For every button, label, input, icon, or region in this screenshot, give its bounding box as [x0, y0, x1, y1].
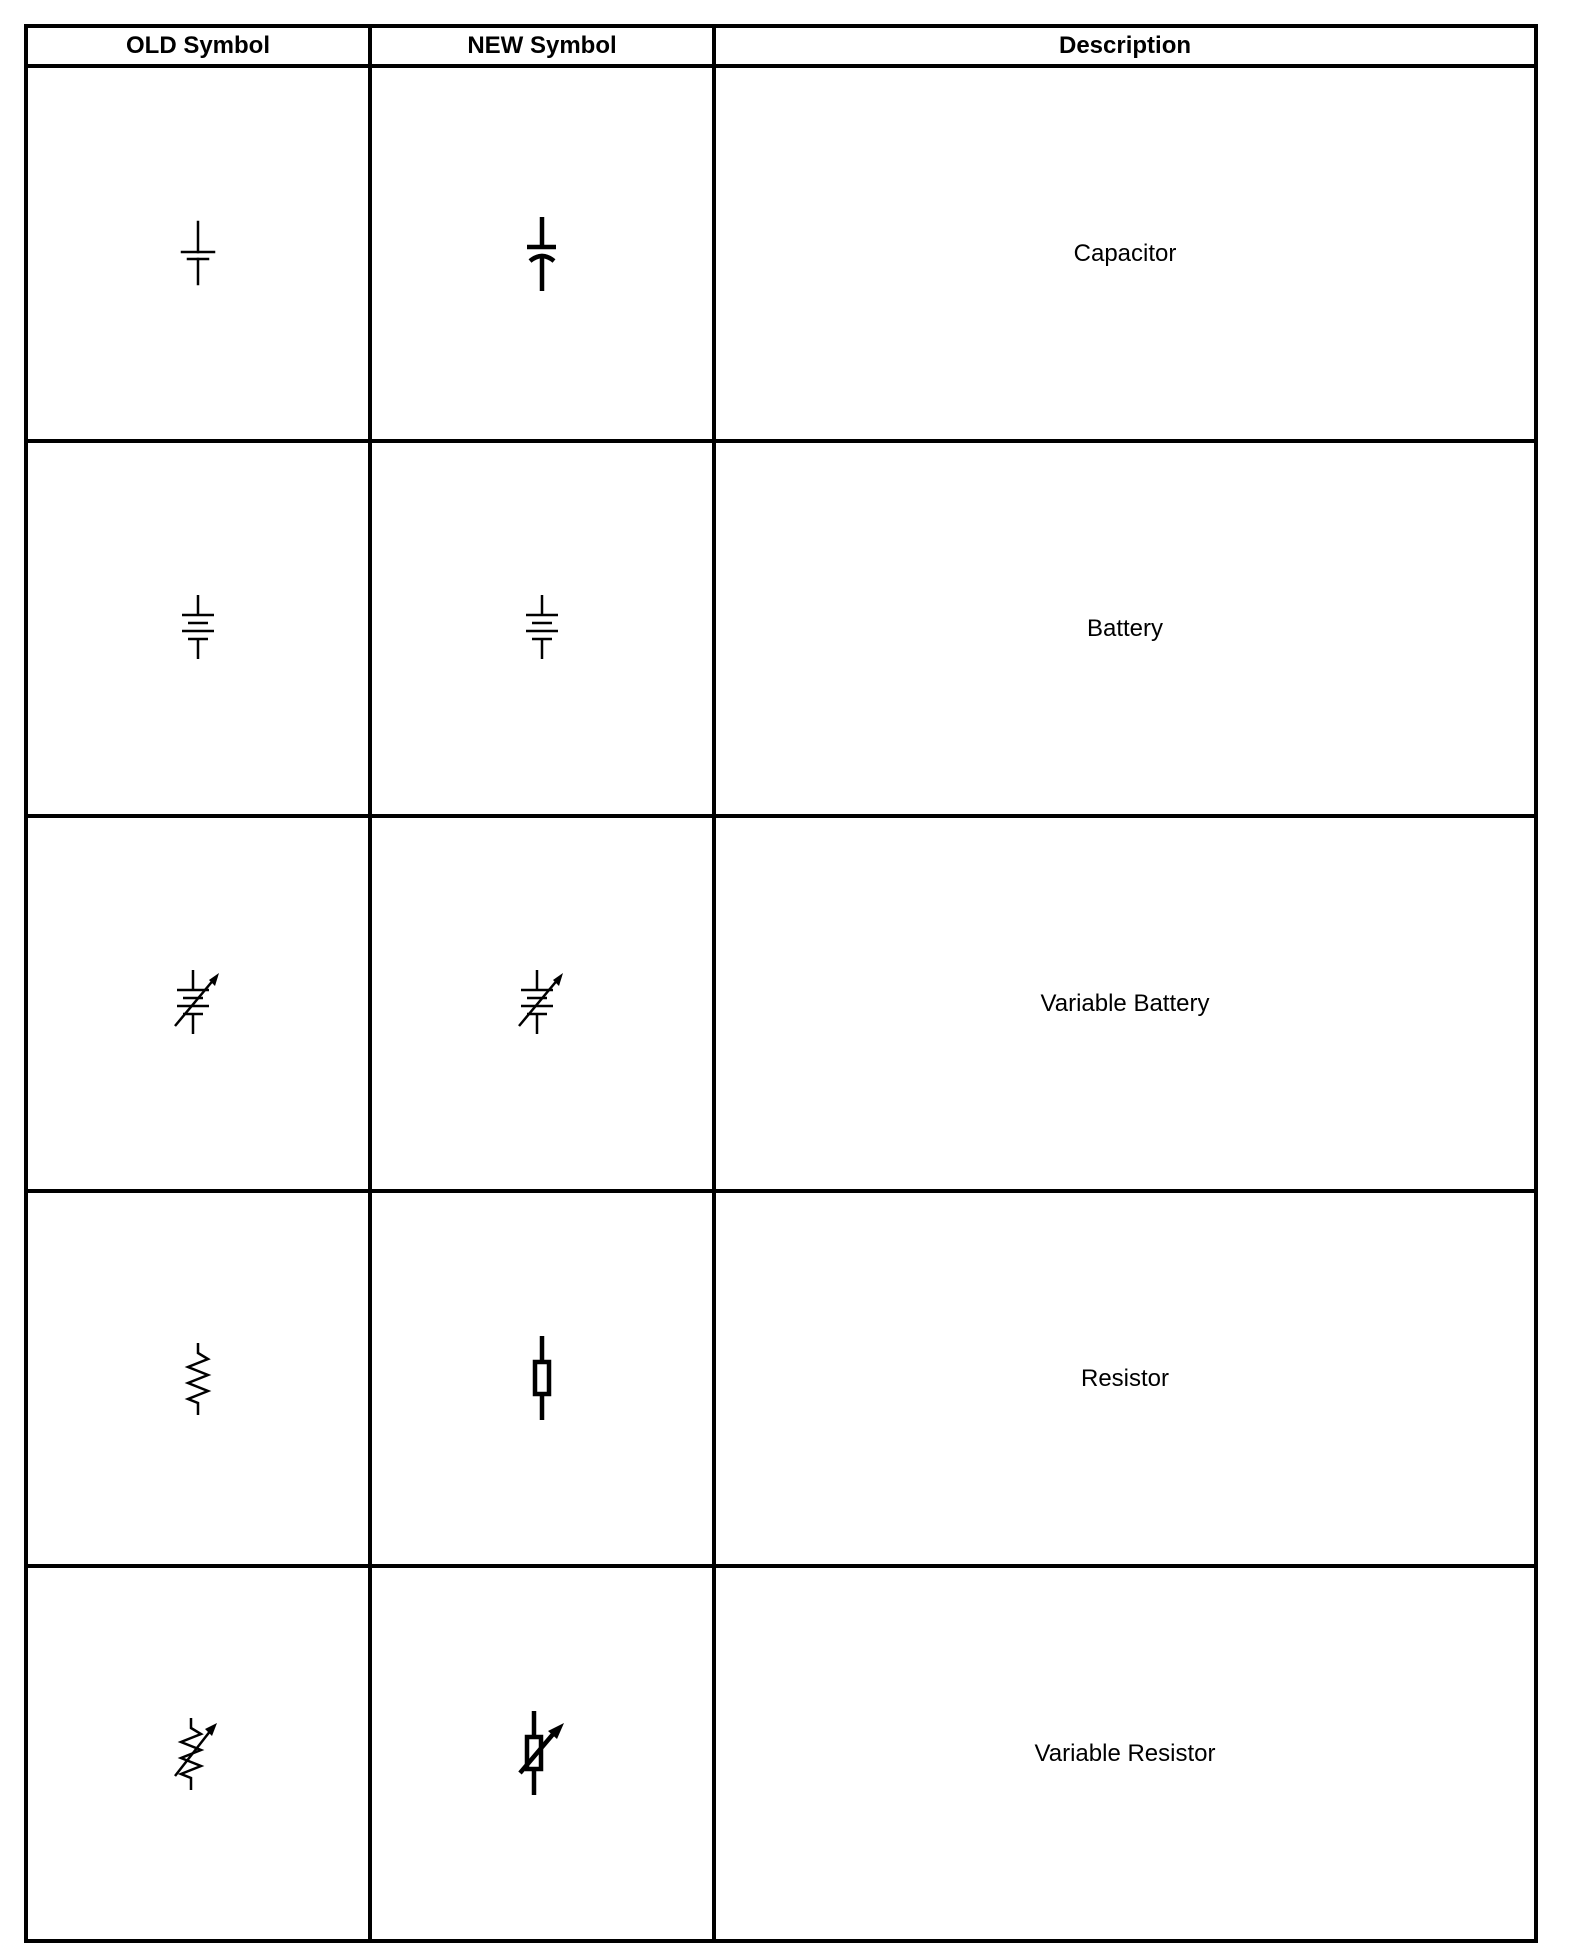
header-description: Description [714, 26, 1536, 66]
new-symbol-cell [370, 1191, 714, 1566]
battery-old-icon [168, 589, 228, 669]
table-row [26, 441, 1536, 816]
description-cell: Battery [714, 441, 1536, 816]
symbol-table [24, 24, 1538, 1943]
new-symbol-cell [370, 1566, 714, 1941]
new-symbol-cell [370, 441, 714, 816]
description-cell: Variable Resistor [714, 1566, 1536, 1941]
description-cell: Variable Battery [714, 816, 1536, 1191]
new-symbol-cell [370, 816, 714, 1191]
battery-new-icon [512, 589, 572, 669]
old-symbol-cell [26, 1191, 370, 1566]
old-symbol-cell [26, 1566, 370, 1941]
description-cell: Resistor [714, 1191, 1536, 1566]
table-row [26, 1566, 1536, 1941]
table-row [26, 1191, 1536, 1566]
variable-resistor-new-icon [502, 1709, 582, 1799]
old-symbol-cell [26, 66, 370, 441]
table-row [26, 816, 1536, 1191]
variable-battery-old-icon [163, 964, 233, 1044]
description-cell: Capacitor [714, 66, 1536, 441]
variable-battery-new-icon [507, 964, 577, 1044]
old-symbol-cell [26, 816, 370, 1191]
capacitor-old-icon [168, 214, 228, 294]
variable-resistor-old-icon [163, 1714, 233, 1794]
old-symbol-cell [26, 441, 370, 816]
capacitor-new-icon [512, 209, 572, 299]
table-row [26, 66, 1536, 441]
header-new-symbol: NEW Symbol [370, 26, 714, 66]
header-old-symbol: OLD Symbol [26, 26, 370, 66]
new-symbol-cell [370, 66, 714, 441]
resistor-new-icon [517, 1334, 567, 1424]
table-header-row [26, 26, 1536, 66]
resistor-old-icon [173, 1339, 223, 1419]
